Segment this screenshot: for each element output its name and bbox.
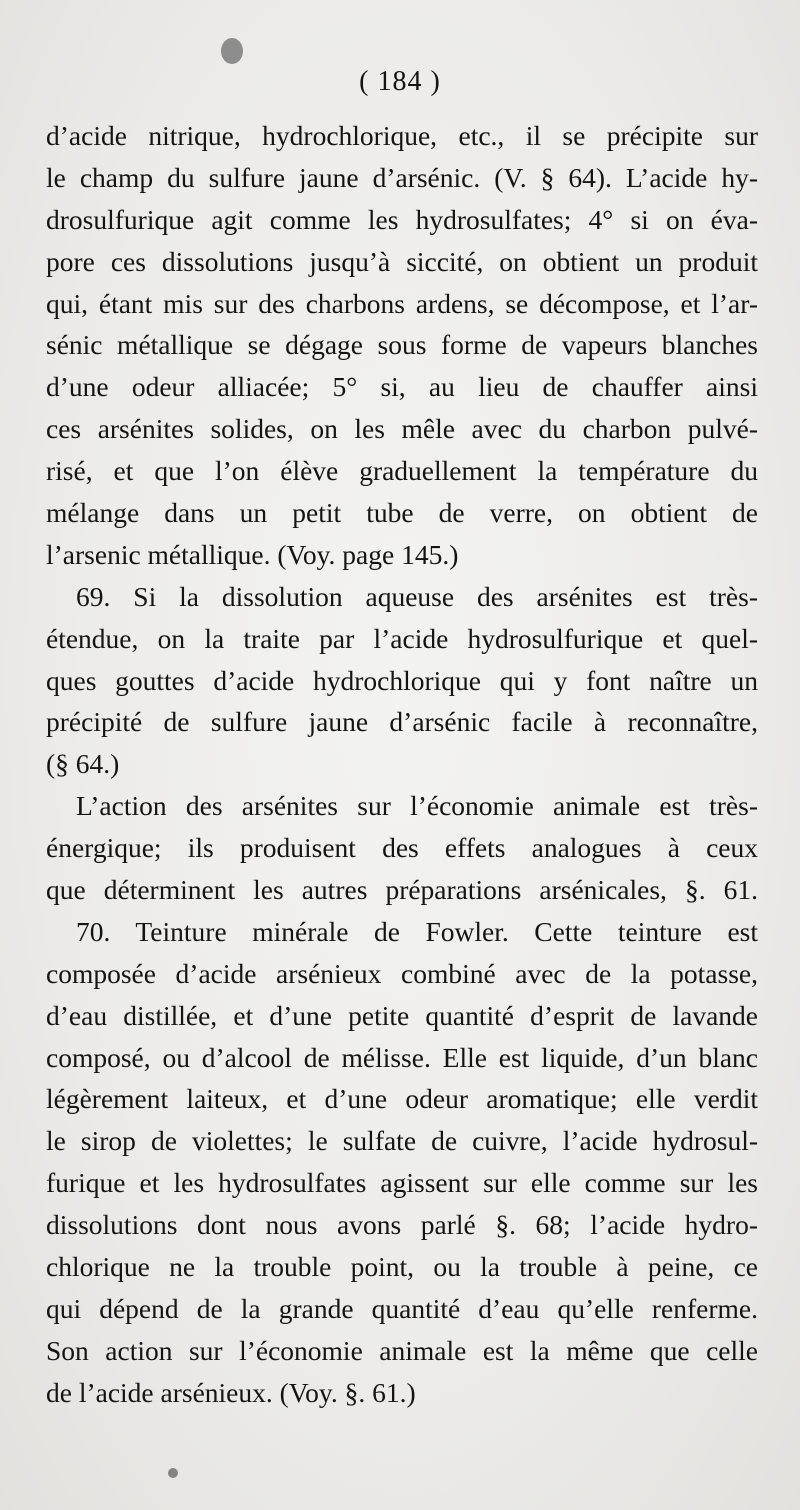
text-line: composé, ou d’alcool de mélisse. Elle est liquide, d’un blanc	[46, 1041, 758, 1073]
text-line: étendue, on la traite par l’acide hydrosulfurique et quel-	[46, 622, 758, 654]
text-line: qui dépend de la grande quantité d’eau qu’elle renferme.	[46, 1292, 758, 1324]
text-line: 69. Si la dissolution aqueuse des arsénites est très-	[76, 580, 758, 612]
text-line: ques gouttes d’acide hydrochlorique qui y font naître un	[46, 664, 758, 696]
text-line: composée d’acide arsénieux combiné avec de la potasse,	[46, 957, 758, 989]
text-line: légèrement laiteux, et d’une odeur aromatique; elle verdit	[46, 1083, 758, 1115]
text-line: chlorique ne la trouble point, ou la trouble à peine, ce	[46, 1251, 758, 1283]
text-line: l’arsenic métallique. (Voy. page 145.)	[46, 538, 459, 570]
text-line: 70. Teinture minérale de Fowler. Cette teinture est	[76, 915, 758, 947]
text-line: mélange dans un petit tube de verre, on obtient de	[46, 497, 758, 529]
paper-speck	[168, 1468, 178, 1478]
text-line: ces arsénites solides, on les mêle avec du charbon pulvé-	[46, 413, 758, 445]
text-line: sénic métallique se dégage sous forme de vapeurs blanches	[46, 329, 758, 361]
body-text	[46, 115, 758, 1414]
text-line: d’une odeur alliacée; 5° si, au lieu de chauffer ainsi	[46, 371, 758, 403]
text-line: (§ 64.)	[46, 748, 120, 780]
text-line: que déterminent les autres préparations arsénicales, §. 61.	[46, 874, 758, 906]
text-line: drosulfurique agit comme les hydrosulfates; 4° si on éva-	[46, 203, 758, 235]
page-number: ( 184 )	[359, 66, 441, 97]
text-line: le champ du sulfure jaune d’arsénic. (V. § 64). L’acide hy-	[46, 161, 758, 193]
text-line: de l’acide arsénieux. (Voy. §. 61.)	[46, 1376, 416, 1408]
text-line: pore ces dissolutions jusqu’à siccité, on obtient un produit	[46, 245, 758, 277]
text-line: qui, étant mis sur des charbons ardens, se décompose, et l’ar-	[46, 287, 758, 319]
ink-spot	[221, 38, 243, 64]
text-line: dissolutions dont nous avons parlé §. 68; l’acide hydro-	[46, 1209, 758, 1241]
text-line: risé, et que l’on élève graduellement la température du	[46, 455, 758, 487]
text-line: précipité de sulfure jaune d’arsénic facile à reconnaître,	[46, 706, 758, 738]
text-line: le sirop de violettes; le sulfate de cuivre, l’acide hydrosul-	[46, 1125, 758, 1157]
text-line: Son action sur l’économie animale est la même que celle	[46, 1334, 758, 1366]
text-line: L’action des arsénites sur l’économie animale est très-	[76, 790, 758, 822]
text-line: d’acide nitrique, hydrochlorique, etc., il se précipite sur	[46, 120, 758, 151]
text-line: énergique; ils produisent des effets analogues à ceux	[46, 832, 758, 864]
text-line: furique et les hydrosulfates agissent sur elle comme sur les	[46, 1167, 758, 1199]
text-line: d’eau distillée, et d’une petite quantité d’esprit de lavande	[46, 999, 758, 1031]
